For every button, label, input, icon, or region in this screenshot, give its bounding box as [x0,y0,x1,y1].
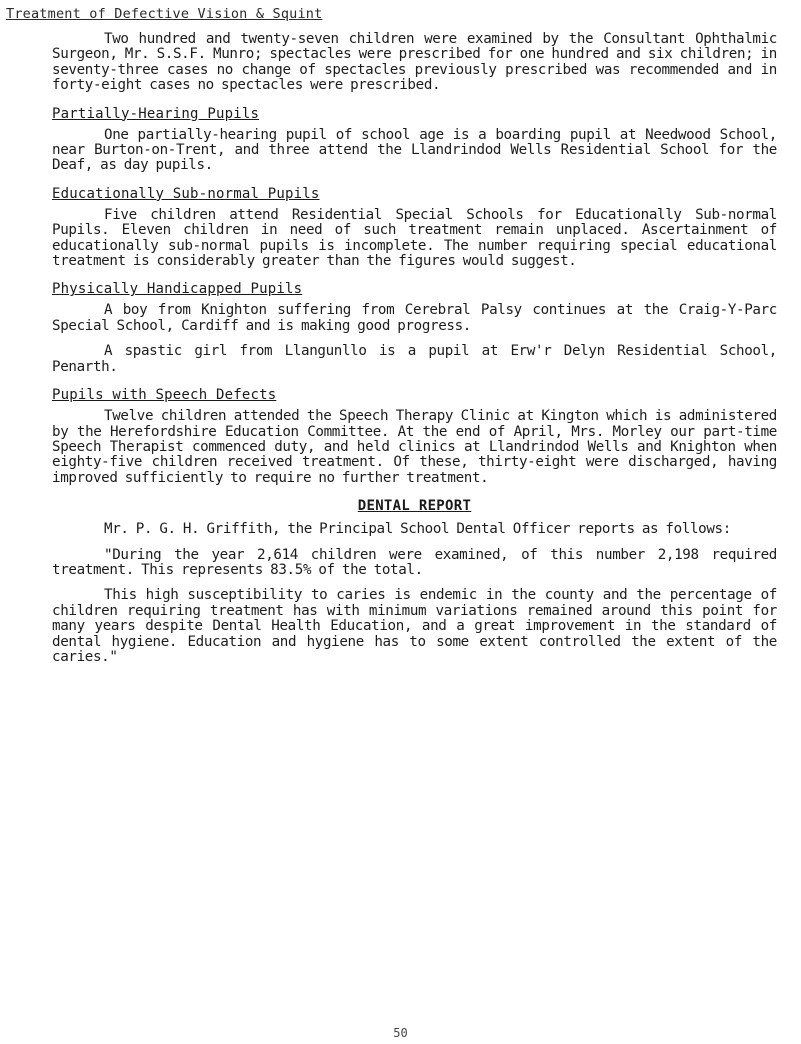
speech-defects-paragraph: Twelve children attended the Speech Therapy Clinic at Kington which is administered by the Herefordshire Education Committee. At the end of April, Mrs. Morley our part-time Speech Therapist commenced duty, and held clinics at Llandrindod Wells and Knighton when eighty-five children received treatment. Of these, thirty-eight were discharged, having improved sufficiently to require no further treatment. [52,408,777,486]
partially-hearing-paragraph: One partially-hearing pupil of school age is a boarding pupil at Needwood School, near Burton-on-Trent, and three attend the Llandrindod Wells Residential School for the Deaf, as day pupils. [52,126,777,174]
partially-hearing-heading: Partially-Hearing Pupils [52,105,260,122]
physically-handicapped-paragraph-2: A spastic girl from Llangunllo is a pupil at Erw'r Delyn Residential School, Penarth. [52,343,777,375]
dental-report-heading: DENTAL REPORT [357,498,472,515]
dental-statistics-paragraph: "During the year 2,614 children were examined, of this number 2,198 required treatment. This represents 83.5% of the total. [52,546,777,578]
physically-handicapped-paragraph-1: A boy from Knighton suffering from Cerebral Palsy continues at the Craig-Y-Parc Special School, Cardiff and is making good progress. [52,302,777,334]
speech-defects-heading: Pupils with Speech Defects [52,387,277,404]
sub-normal-heading: Educationally Sub-normal Pupils [52,185,320,202]
vision-paragraph: Two hundred and twenty-seven children were examined by the Consultant Ophthalmic Surgeon, Mr. S.S.F. Munro; spectacles were prescribed for one hundred and six children; in seventy-three cases no change of spectacles previously prescribed was recommended and in forty-eight cases no spectacles were prescribed. [52,31,777,94]
running-head: Treatment of Defective Vision & Squint [6,6,323,22]
dental-intro-paragraph: Mr. P. G. H. Griffith, the Principal School Dental Officer reports as follows: [104,521,731,538]
sub-normal-paragraph: Five children attend Residential Special Schools for Educationally Sub-normal Pupils. Eleven children in need of such treatment remain unplaced. Ascertainment of educationally sub-normal pupils is incomplete. The number requiring special educational treatment is considerably greater than the figures would suggest. [52,206,777,270]
page-number: 50 [393,1026,408,1040]
dental-caries-paragraph: This high susceptibility to caries is endemic in the county and the percentage of children requiring treatment has with minimum variations remained around this point for many years despite Dental Health Education, and a great improvement in the standard of dental hygiene. Education and hygiene has to some extent controlled the extent of the caries." [52,587,777,665]
physically-handicapped-heading: Physically Handicapped Pupils [52,281,303,298]
